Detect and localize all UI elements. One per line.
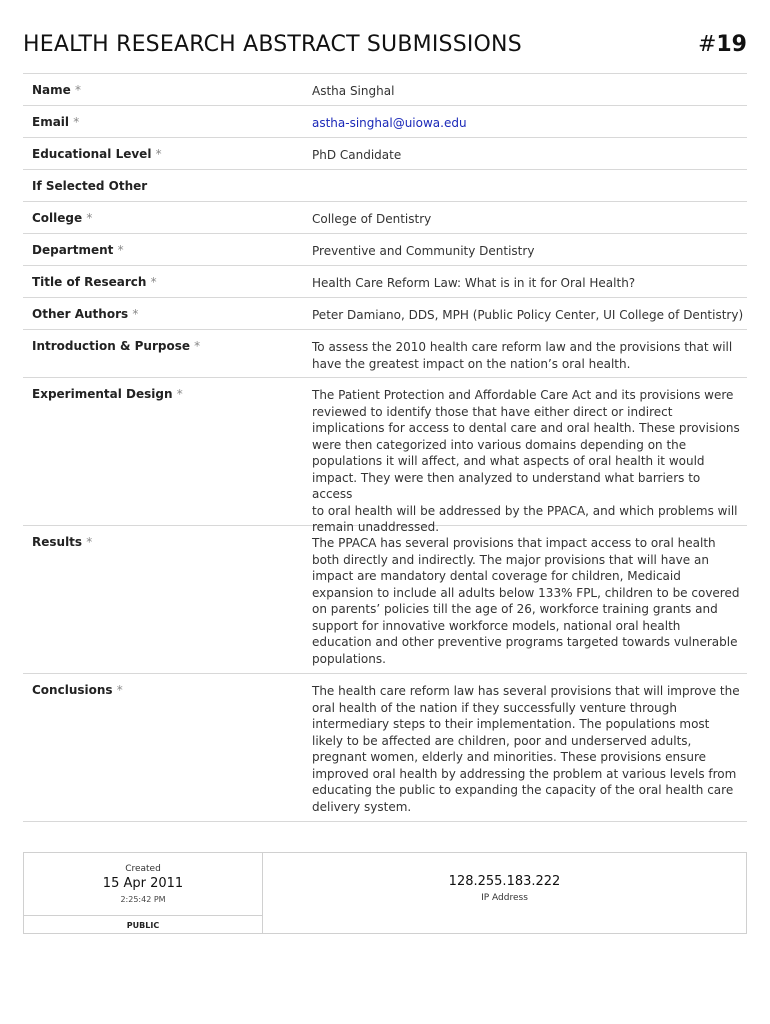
field-row-conclusions (23, 674, 747, 822)
field-value-results: The PPACA has several provisions that impact access to oral health both directly and indirectly. The major provisions that will have an impact are mandatory dental coverage for children, Medicaid expansion to include all adults below 133% FPL, children to be covered on parents’ policies till the age of 26, workforce training grants and support for innovative workforce models, national oral health education and other preventive programs targeted towards vulnerable populations. (312, 536, 740, 666)
field-value-educational-level: PhD Candidate (312, 148, 402, 162)
field-label-conclusions: Conclusions * (32, 683, 123, 697)
field-label-email: Email * (32, 115, 80, 129)
page-title: HEALTH RESEARCH ABSTRACT SUBMISSIONS (23, 32, 522, 57)
field-row-department (23, 234, 747, 266)
field-value-introduction: To assess the 2010 health care reform law and the provisions that will have the greatest impact on the nation’s oral health. (312, 340, 733, 371)
field-value-title-of-research: Health Care Reform Law: What is in it for Oral Health? (312, 276, 636, 290)
field-row-if-selected-other (23, 170, 747, 202)
ip-address-label: IP Address (481, 893, 528, 903)
meta-ip-panel (263, 853, 746, 933)
field-value-conclusions: The health care reform law has several provisions that will improve the oral health of the nation if they successfully venture through intermediary steps to their implementation. The populations most likely to be affected are children, poor and underserved adults, pregnant women, elderly and minorities. These provisions ensure improved oral health by addressing the problem at various levels from educating the public to expanding the capacity of the oral health care delivery system. (312, 684, 740, 814)
field-row-other-authors (23, 298, 747, 330)
field-row-experimental-design (23, 378, 747, 534)
field-row-email (23, 106, 747, 138)
field-label-name: Name * (32, 83, 81, 97)
field-row-results (23, 526, 747, 674)
field-value-college: College of Dentistry (312, 212, 432, 226)
field-label-other-authors: Other Authors * (32, 307, 139, 321)
field-row-college (23, 202, 747, 234)
created-date: 15 Apr 2011 (102, 876, 184, 891)
field-row-name (23, 74, 747, 106)
created-label: Created (125, 864, 161, 874)
field-value-other-authors: Peter Damiano, DDS, MPH (Public Policy Center, UI College of Dentistry) (312, 308, 744, 322)
created-time: 2:25:42 PM (120, 895, 166, 904)
field-label-educational-level: Educational Level * (32, 147, 162, 161)
submission-meta-box (23, 852, 747, 934)
field-label-experimental-design: Experimental Design * (32, 387, 183, 401)
submission-fields (23, 74, 747, 822)
field-value-experimental-design: The Patient Protection and Affordable Care Act and its provisions were reviewed to identify those that have either direct or indirect implications for access to dental care and oral health. These provisions were then categorized into various domains depending on the populations it will affect, and what aspects of oral health it would impact. They were then analyzed to understand what barriers to access to oral health will be addressed by the PPACA, and which problems will remain unaddressed. (312, 388, 740, 534)
field-row-introduction (23, 330, 747, 378)
entry-prefix: # (697, 32, 717, 57)
field-label-college: College * (32, 211, 93, 225)
entry-number-value: 19 (716, 32, 747, 57)
field-label-department: Department * (32, 243, 124, 257)
field-row-educational-level (23, 138, 747, 170)
meta-created-panel (24, 853, 263, 933)
field-value-name: Astha Singhal (312, 84, 395, 98)
field-row-title-of-research (23, 266, 747, 298)
field-value-department: Preventive and Community Dentistry (312, 244, 535, 258)
visibility-badge: PUBLIC (126, 921, 160, 930)
email-link[interactable]: astha-singhal@uiowa.edu (312, 116, 467, 130)
ip-address: 128.255.183.222 (448, 874, 561, 889)
field-value-if-selected-other (312, 170, 742, 192)
field-label-results: Results * (32, 535, 93, 549)
entry-number (698, 32, 747, 57)
field-label-if-selected-other: If Selected Other (32, 179, 148, 193)
created-info (24, 853, 262, 916)
page-header (23, 32, 747, 62)
field-label-introduction: Introduction & Purpose * (32, 339, 201, 353)
field-label-title-of-research: Title of Research * (32, 275, 157, 289)
